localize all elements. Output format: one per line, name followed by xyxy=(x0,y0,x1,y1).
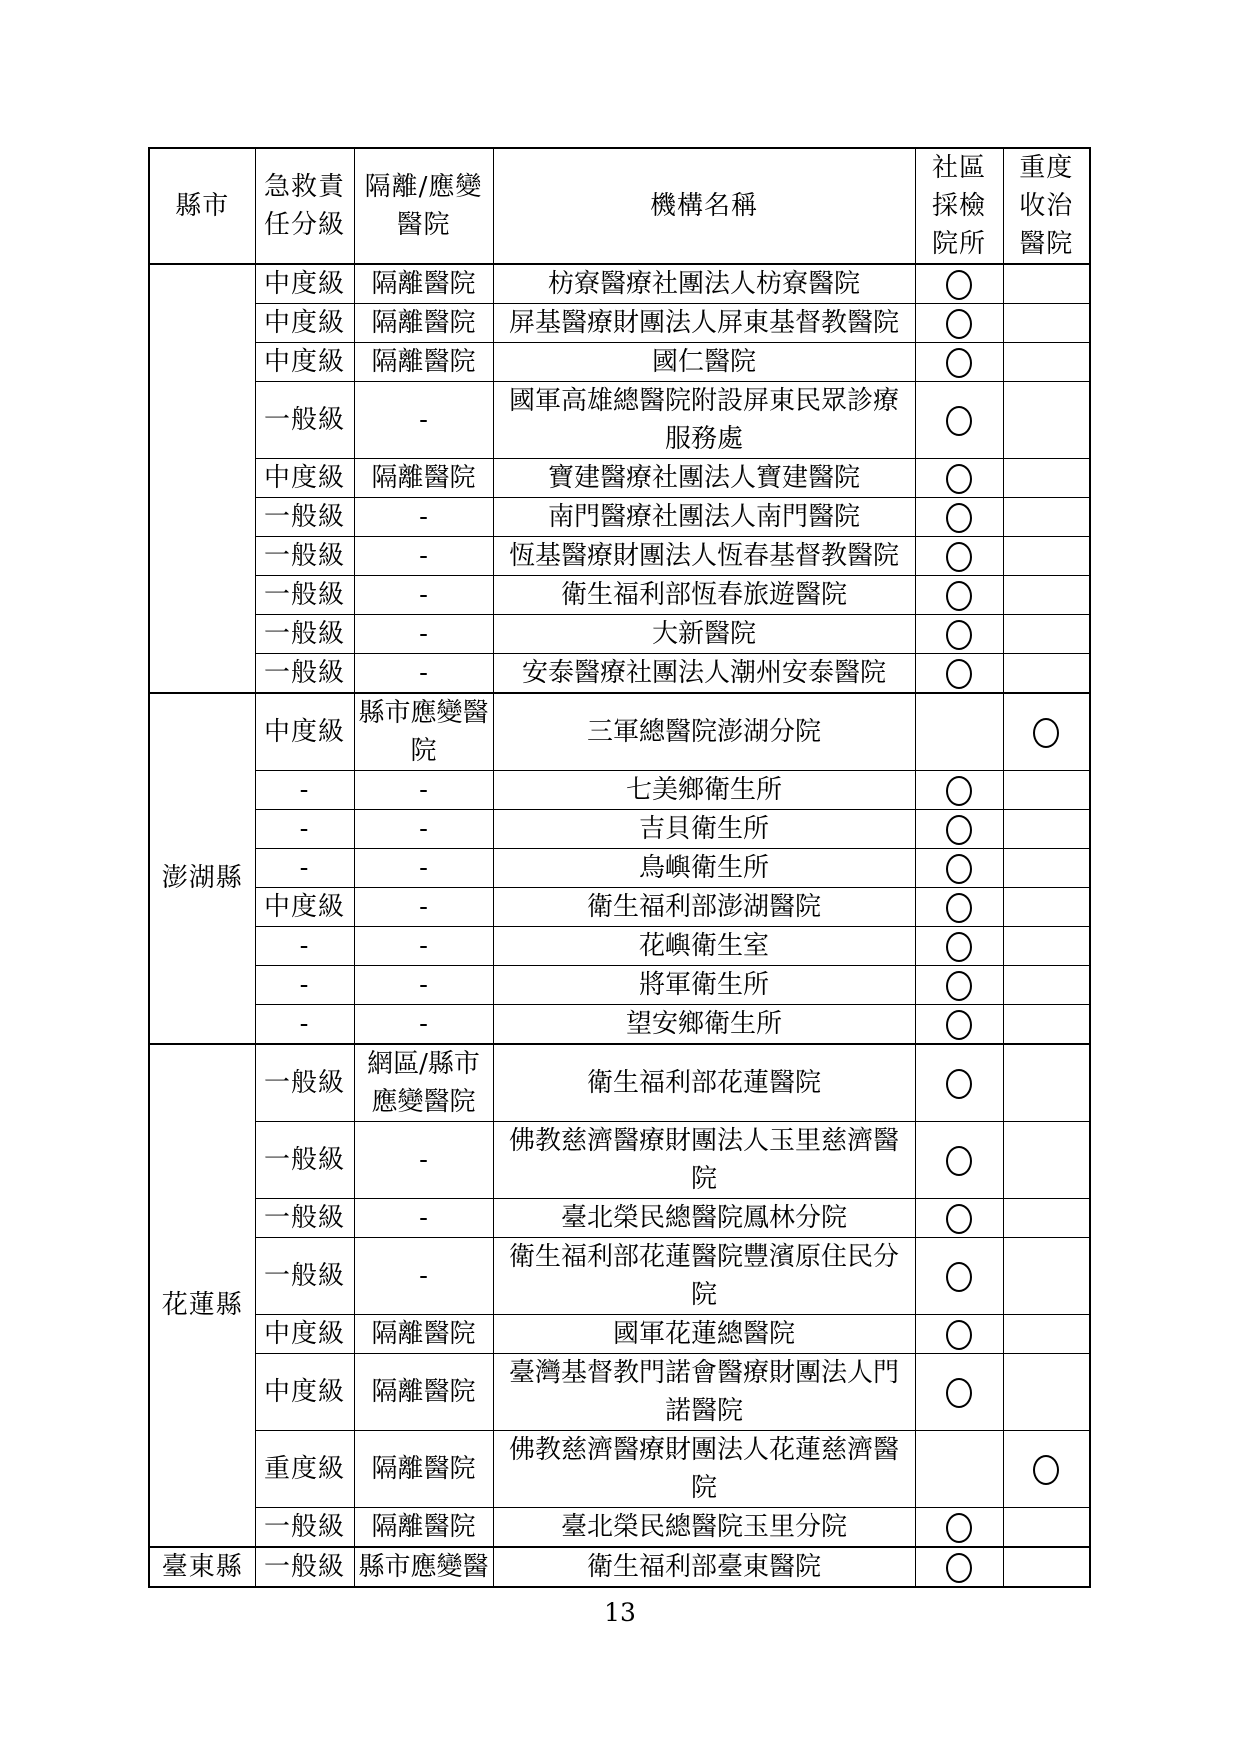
cell-institution-name: 三軍總醫院澎湖分院 xyxy=(493,693,915,771)
cell-level: 一般級 xyxy=(255,1238,354,1315)
cell-level: - xyxy=(255,771,354,810)
cell-isolation: - xyxy=(354,1005,493,1045)
cell-level: 中度級 xyxy=(255,1354,354,1431)
cell-severe-mark xyxy=(1003,382,1090,459)
cell-severe-mark xyxy=(1003,264,1090,304)
cell-institution-name: 衛生福利部澎湖醫院 xyxy=(493,888,915,927)
cell-institution-name: 臺北榮民總醫院鳳林分院 xyxy=(493,1199,915,1238)
circle-mark xyxy=(946,1513,972,1543)
cell-community-mark xyxy=(915,537,1003,576)
cell-severe-mark xyxy=(1003,927,1090,966)
circle-mark xyxy=(946,1146,972,1176)
cell-severe-mark xyxy=(1003,1315,1090,1354)
cell-institution-name: 衛生福利部恆春旅遊醫院 xyxy=(493,576,915,615)
cell-severe-mark xyxy=(1003,537,1090,576)
cell-institution-name: 恆基醫療財團法人恆春基督教醫院 xyxy=(493,537,915,576)
cell-community-mark xyxy=(915,1044,1003,1122)
circle-mark xyxy=(946,1378,972,1408)
table-row xyxy=(149,459,1090,498)
cell-severe-mark xyxy=(1003,459,1090,498)
circle-mark xyxy=(946,1204,972,1234)
table-row xyxy=(149,927,1090,966)
cell-community-mark xyxy=(915,810,1003,849)
table-row xyxy=(149,1044,1090,1122)
cell-level: 一般級 xyxy=(255,1508,354,1548)
cell-community-mark xyxy=(915,1199,1003,1238)
cell-isolation: 縣市應變醫院 xyxy=(354,693,493,771)
circle-mark xyxy=(946,893,972,923)
circle-mark xyxy=(946,776,972,806)
cell-level: 中度級 xyxy=(255,264,354,304)
cell-institution-name: 吉貝衛生所 xyxy=(493,810,915,849)
circle-mark xyxy=(946,854,972,884)
cell-severe-mark xyxy=(1003,654,1090,694)
cell-county xyxy=(149,264,255,693)
cell-isolation: - xyxy=(354,810,493,849)
cell-isolation: - xyxy=(354,849,493,888)
circle-mark xyxy=(946,581,972,611)
cell-severe-mark xyxy=(1003,693,1090,771)
cell-institution-name: 國仁醫院 xyxy=(493,343,915,382)
cell-isolation: 隔離醫院 xyxy=(354,1431,493,1508)
cell-institution-name: 大新醫院 xyxy=(493,615,915,654)
cell-community-mark xyxy=(915,693,1003,771)
cell-community-mark xyxy=(915,382,1003,459)
cell-county: 花蓮縣 xyxy=(149,1044,255,1547)
cell-community-mark xyxy=(915,654,1003,694)
table-row xyxy=(149,264,1090,304)
header-cell-community: 社區採檢院所 xyxy=(915,148,1003,264)
cell-severe-mark xyxy=(1003,615,1090,654)
cell-severe-mark xyxy=(1003,810,1090,849)
circle-mark xyxy=(946,932,972,962)
cell-institution-name: 佛教慈濟醫療財團法人花蓮慈濟醫院 xyxy=(493,1431,915,1508)
cell-level: 中度級 xyxy=(255,304,354,343)
cell-isolation: 隔離醫院 xyxy=(354,459,493,498)
cell-severe-mark xyxy=(1003,1508,1090,1548)
circle-mark xyxy=(946,815,972,845)
cell-community-mark xyxy=(915,927,1003,966)
cell-severe-mark xyxy=(1003,1005,1090,1045)
cell-level: 一般級 xyxy=(255,382,354,459)
hospital-table xyxy=(148,147,1091,1588)
cell-community-mark xyxy=(915,615,1003,654)
circle-mark xyxy=(1033,718,1059,748)
header-cell-level: 急救責任分級 xyxy=(255,148,354,264)
cell-severe-mark xyxy=(1003,966,1090,1005)
table-row xyxy=(149,810,1090,849)
cell-severe-mark xyxy=(1003,888,1090,927)
cell-isolation: - xyxy=(354,888,493,927)
cell-community-mark xyxy=(915,498,1003,537)
cell-level: 中度級 xyxy=(255,888,354,927)
cell-community-mark xyxy=(915,343,1003,382)
cell-institution-name: 衛生福利部花蓮醫院豐濱原住民分院 xyxy=(493,1238,915,1315)
cell-community-mark xyxy=(915,1315,1003,1354)
page-number: 13 xyxy=(604,1598,636,1627)
cell-severe-mark xyxy=(1003,771,1090,810)
cell-severe-mark xyxy=(1003,849,1090,888)
table-row xyxy=(149,1315,1090,1354)
circle-mark xyxy=(946,309,972,339)
table-row xyxy=(149,771,1090,810)
cell-isolation: 隔離醫院 xyxy=(354,304,493,343)
table-header xyxy=(149,148,1090,264)
cell-institution-name: 國軍高雄總醫院附設屏東民眾診療服務處 xyxy=(493,382,915,459)
table-header-row xyxy=(149,148,1090,264)
table-row xyxy=(149,888,1090,927)
cell-community-mark xyxy=(915,1354,1003,1431)
circle-mark xyxy=(946,542,972,572)
cell-institution-name: 安泰醫療社團法人潮州安泰醫院 xyxy=(493,654,915,694)
circle-mark xyxy=(946,464,972,494)
cell-level: - xyxy=(255,849,354,888)
cell-level: 中度級 xyxy=(255,1315,354,1354)
cell-level: 中度級 xyxy=(255,693,354,771)
circle-mark xyxy=(946,348,972,378)
cell-level: 一般級 xyxy=(255,537,354,576)
cell-level: 一般級 xyxy=(255,1122,354,1199)
table-row xyxy=(149,382,1090,459)
cell-isolation: - xyxy=(354,654,493,694)
circle-mark xyxy=(946,1553,972,1583)
circle-mark xyxy=(946,270,972,300)
cell-level: 一般級 xyxy=(255,654,354,694)
cell-institution-name: 佛教慈濟醫療財團法人玉里慈濟醫院 xyxy=(493,1122,915,1199)
table-row xyxy=(149,1122,1090,1199)
cell-isolation: 隔離醫院 xyxy=(354,1508,493,1548)
cell-isolation: - xyxy=(354,537,493,576)
circle-mark xyxy=(946,1320,972,1350)
cell-institution-name: 衛生福利部花蓮醫院 xyxy=(493,1044,915,1122)
cell-institution-name: 枋寮醫療社團法人枋寮醫院 xyxy=(493,264,915,304)
cell-isolation: - xyxy=(354,498,493,537)
table-row xyxy=(149,343,1090,382)
cell-isolation: 網區/縣市應變醫院 xyxy=(354,1044,493,1122)
table-row xyxy=(149,1354,1090,1431)
circle-mark xyxy=(946,659,972,689)
cell-level: 重度級 xyxy=(255,1431,354,1508)
cell-severe-mark xyxy=(1003,343,1090,382)
cell-level: - xyxy=(255,810,354,849)
cell-level: 一般級 xyxy=(255,1044,354,1122)
table-row xyxy=(149,615,1090,654)
table-row xyxy=(149,576,1090,615)
cell-severe-mark xyxy=(1003,304,1090,343)
cell-institution-name: 將軍衛生所 xyxy=(493,966,915,1005)
circle-mark xyxy=(946,1069,972,1099)
circle-mark xyxy=(1033,1455,1059,1485)
cell-community-mark xyxy=(915,849,1003,888)
cell-community-mark xyxy=(915,1431,1003,1508)
cell-community-mark xyxy=(915,1005,1003,1045)
cell-community-mark xyxy=(915,966,1003,1005)
cell-level: - xyxy=(255,1005,354,1045)
cell-community-mark xyxy=(915,771,1003,810)
cell-level: 中度級 xyxy=(255,343,354,382)
circle-mark xyxy=(946,1262,972,1292)
circle-mark xyxy=(946,1010,972,1040)
cell-isolation: 隔離醫院 xyxy=(354,343,493,382)
header-cell-county: 縣市 xyxy=(149,148,255,264)
cell-severe-mark xyxy=(1003,1431,1090,1508)
circle-mark xyxy=(946,971,972,1001)
cell-severe-mark xyxy=(1003,1354,1090,1431)
circle-mark xyxy=(946,620,972,650)
cell-isolation: 隔離醫院 xyxy=(354,1315,493,1354)
cell-level: 一般級 xyxy=(255,1199,354,1238)
table-row xyxy=(149,498,1090,537)
cell-institution-name: 七美鄉衛生所 xyxy=(493,771,915,810)
header-cell-name: 機構名稱 xyxy=(493,148,915,264)
cell-county: 臺東縣 xyxy=(149,1547,255,1587)
cell-level: 一般級 xyxy=(255,576,354,615)
cell-isolation: - xyxy=(354,382,493,459)
table-body xyxy=(149,264,1090,1587)
cell-isolation: - xyxy=(354,1199,493,1238)
table-row xyxy=(149,1199,1090,1238)
cell-isolation: - xyxy=(354,771,493,810)
cell-community-mark xyxy=(915,1547,1003,1587)
cell-community-mark xyxy=(915,576,1003,615)
cell-level: - xyxy=(255,927,354,966)
cell-county: 澎湖縣 xyxy=(149,693,255,1044)
cell-isolation: - xyxy=(354,1122,493,1199)
cell-severe-mark xyxy=(1003,1122,1090,1199)
cell-institution-name: 南門醫療社團法人南門醫院 xyxy=(493,498,915,537)
cell-isolation: - xyxy=(354,576,493,615)
header-cell-isolation: 隔離/應變醫院 xyxy=(354,148,493,264)
cell-severe-mark xyxy=(1003,1238,1090,1315)
cell-community-mark xyxy=(915,1122,1003,1199)
cell-severe-mark xyxy=(1003,1044,1090,1122)
header-cell-severe: 重度收治醫院 xyxy=(1003,148,1090,264)
cell-institution-name: 花嶼衛生室 xyxy=(493,927,915,966)
table-row xyxy=(149,693,1090,771)
cell-isolation: 隔離醫院 xyxy=(354,264,493,304)
cell-level: 中度級 xyxy=(255,459,354,498)
cell-isolation: 隔離醫院 xyxy=(354,1354,493,1431)
cell-institution-name: 衛生福利部臺東醫院 xyxy=(493,1547,915,1587)
circle-mark xyxy=(946,406,972,436)
cell-institution-name: 鳥嶼衛生所 xyxy=(493,849,915,888)
cell-isolation: - xyxy=(354,966,493,1005)
cell-isolation: - xyxy=(354,1238,493,1315)
table-row xyxy=(149,1238,1090,1315)
cell-institution-name: 屏基醫療財團法人屏東基督教醫院 xyxy=(493,304,915,343)
circle-mark xyxy=(946,503,972,533)
cell-isolation: 縣市應變醫 xyxy=(354,1547,493,1587)
table-row xyxy=(149,1508,1090,1548)
cell-level: 一般級 xyxy=(255,1547,354,1587)
cell-isolation: - xyxy=(354,615,493,654)
cell-severe-mark xyxy=(1003,1547,1090,1587)
table-row xyxy=(149,654,1090,694)
cell-severe-mark xyxy=(1003,498,1090,537)
cell-level: 一般級 xyxy=(255,498,354,537)
cell-community-mark xyxy=(915,304,1003,343)
cell-community-mark xyxy=(915,1238,1003,1315)
table-row xyxy=(149,304,1090,343)
cell-institution-name: 臺灣基督教門諾會醫療財團法人門諾醫院 xyxy=(493,1354,915,1431)
cell-community-mark xyxy=(915,459,1003,498)
table-row xyxy=(149,966,1090,1005)
cell-level: - xyxy=(255,966,354,1005)
cell-community-mark xyxy=(915,1508,1003,1548)
cell-institution-name: 寶建醫療社團法人寶建醫院 xyxy=(493,459,915,498)
cell-institution-name: 臺北榮民總醫院玉里分院 xyxy=(493,1508,915,1548)
table-row xyxy=(149,1005,1090,1045)
table-row xyxy=(149,1547,1090,1587)
cell-institution-name: 國軍花蓮總醫院 xyxy=(493,1315,915,1354)
cell-institution-name: 望安鄉衛生所 xyxy=(493,1005,915,1045)
table-row xyxy=(149,1431,1090,1508)
cell-severe-mark xyxy=(1003,1199,1090,1238)
cell-severe-mark xyxy=(1003,576,1090,615)
cell-community-mark xyxy=(915,888,1003,927)
cell-isolation: - xyxy=(354,927,493,966)
table-row xyxy=(149,537,1090,576)
table-row xyxy=(149,849,1090,888)
cell-level: 一般級 xyxy=(255,615,354,654)
cell-community-mark xyxy=(915,264,1003,304)
